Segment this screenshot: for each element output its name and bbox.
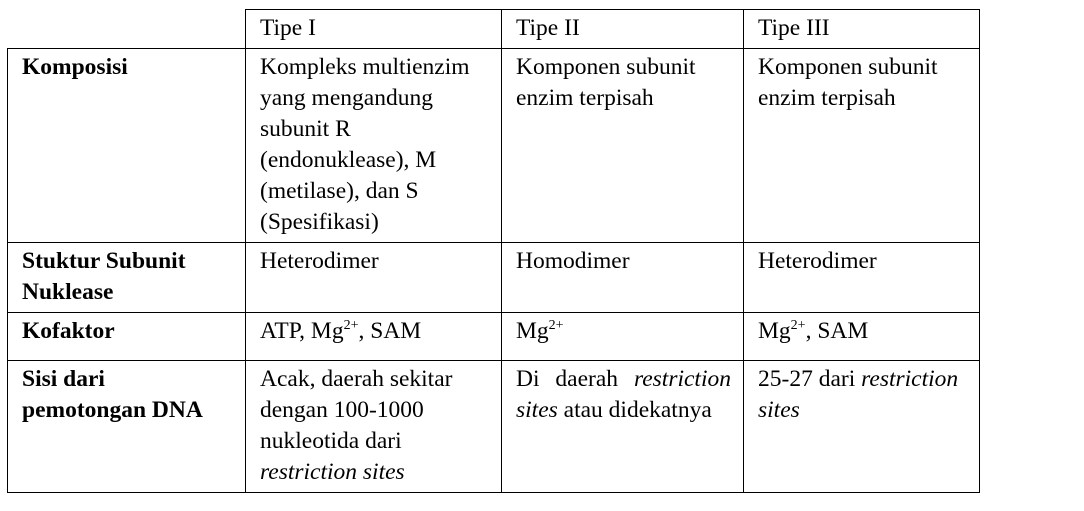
- cell-text: , SAM: [358, 318, 422, 344]
- superscript: 2+: [790, 318, 806, 333]
- row-label: Komposisi: [8, 49, 246, 243]
- table-row: [8, 361, 980, 493]
- cell-text: Mg: [758, 318, 791, 344]
- table-cell: Heterodimer: [246, 243, 502, 313]
- table-cell: [502, 361, 744, 493]
- table-row: [8, 49, 980, 243]
- corner-cell: [8, 10, 246, 49]
- cell-text: atau didekatnya: [557, 397, 712, 423]
- restriction-enzyme-comparison-table: [7, 9, 980, 493]
- table-cell: [502, 313, 744, 361]
- italic-text: restriction sites: [516, 366, 731, 423]
- row-label: Stuktur Subunit Nuklease: [8, 243, 246, 313]
- table-cell: [246, 313, 502, 361]
- cell-text: Di daerah: [516, 366, 634, 392]
- table-cell: Komponen subunit enzim terpisah: [502, 49, 744, 243]
- table-row: [8, 243, 980, 313]
- table-cell: [744, 313, 980, 361]
- table-row: [8, 313, 980, 361]
- row-label: Sisi dari pemotongan DNA: [8, 361, 246, 493]
- header-row: [8, 10, 980, 49]
- table-cell: [744, 361, 980, 493]
- table-cell: [246, 361, 502, 493]
- table-cell: Heterodimer: [744, 243, 980, 313]
- header-tipe-3: Tipe III: [744, 10, 980, 49]
- superscript: 2+: [343, 318, 359, 333]
- header-tipe-1: Tipe I: [246, 10, 502, 49]
- italic-text: restriction sites: [758, 366, 959, 423]
- superscript: 2+: [548, 318, 564, 333]
- cell-text: ATP, Mg: [260, 318, 344, 344]
- table-cell: Homodimer: [502, 243, 744, 313]
- cell-text: Acak, daerah sekitar dengan 100-1000 nukleotida dari: [260, 366, 453, 454]
- header-tipe-2: Tipe II: [502, 10, 744, 49]
- italic-text: restriction sites: [260, 459, 405, 485]
- table-cell: Komponen subunit enzim terpisah: [744, 49, 980, 243]
- cell-text: 25-27 dari: [758, 366, 862, 392]
- table-cell: Kompleks multienzim yang mengandung subunit R (endonuklease), M (metilase), dan S (Spesifikasi): [246, 49, 502, 243]
- cell-text: , SAM: [805, 318, 869, 344]
- cell-text: Mg: [516, 318, 549, 344]
- row-label: Kofaktor: [8, 313, 246, 361]
